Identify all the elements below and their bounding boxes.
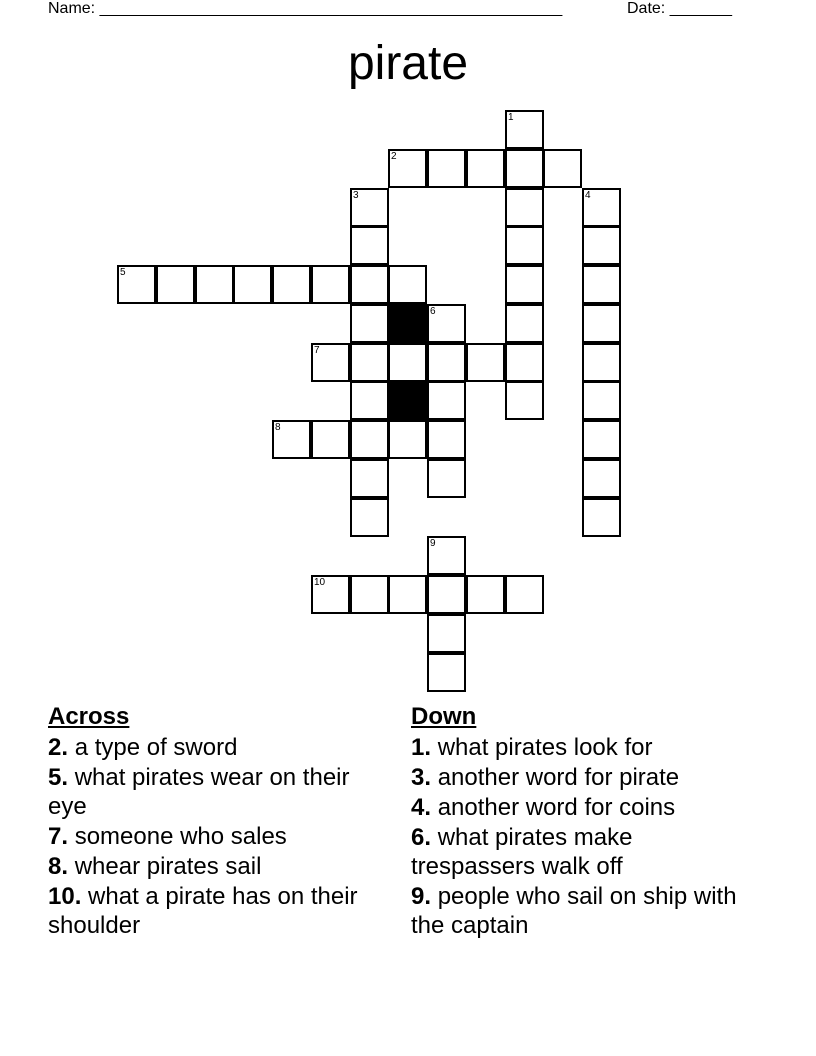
grid-cell[interactable]	[388, 343, 427, 382]
clue-across-2	[48, 733, 388, 762]
down-clues	[411, 702, 751, 941]
grid-cell[interactable]	[427, 304, 466, 343]
clue-across-8	[48, 852, 388, 881]
grid-cell[interactable]	[582, 265, 621, 304]
grid-cell[interactable]	[350, 226, 389, 265]
clue-number-label: 2	[391, 151, 397, 162]
grid-cell[interactable]	[582, 343, 621, 382]
grid-cell[interactable]	[466, 575, 505, 614]
grid-cell[interactable]	[505, 575, 544, 614]
grid-cell[interactable]	[427, 653, 466, 692]
grid-cell[interactable]	[350, 575, 389, 614]
clue-number: 8.	[48, 853, 69, 880]
clue-number-label: 1	[508, 112, 514, 123]
clue-number-label: 6	[430, 306, 436, 317]
grid-cell[interactable]	[388, 265, 427, 304]
grid-cell[interactable]	[582, 498, 621, 537]
clue-number-label: 3	[353, 190, 359, 201]
grid-cell[interactable]	[427, 459, 466, 498]
grid-cell[interactable]	[505, 188, 544, 227]
clue-number: 10.	[48, 883, 82, 910]
clue-text: what a pirate has on their shoulder	[48, 883, 358, 939]
across-clues	[48, 702, 388, 941]
grid-cell[interactable]	[311, 265, 350, 304]
grid-cell[interactable]	[233, 265, 272, 304]
grid-cell[interactable]	[582, 226, 621, 265]
grid-cell[interactable]	[350, 265, 389, 304]
grid-cell[interactable]	[505, 226, 544, 265]
clue-across-7	[48, 822, 388, 851]
clue-number: 7.	[48, 823, 69, 850]
grid-cell[interactable]	[582, 420, 621, 459]
grid-cell[interactable]	[505, 304, 544, 343]
grid-cell[interactable]	[427, 343, 466, 382]
grid-cell[interactable]	[466, 149, 505, 188]
grid-cell[interactable]	[505, 265, 544, 304]
grid-cell[interactable]	[311, 343, 350, 382]
grid-cell[interactable]	[272, 420, 311, 459]
grid-cell[interactable]	[350, 304, 389, 343]
clue-text: what pirates make trespassers walk off	[411, 824, 633, 880]
clue-text: another word for pirate	[437, 764, 680, 791]
grid-cell[interactable]	[427, 575, 466, 614]
clue-text: what pirates wear on their eye	[48, 764, 350, 820]
clue-number: 4.	[411, 794, 432, 821]
grid-cell[interactable]	[543, 149, 582, 188]
grid-block	[388, 304, 427, 343]
grid-cell[interactable]	[311, 420, 350, 459]
grid-block	[388, 381, 427, 420]
clue-text: people who sail on ship with the captain	[411, 883, 737, 939]
grid-cell[interactable]	[272, 265, 311, 304]
clue-number: 9.	[411, 883, 432, 910]
clue-down-6	[411, 823, 751, 881]
clue-down-1	[411, 733, 751, 762]
grid-cell[interactable]	[350, 420, 389, 459]
clue-number: 1.	[411, 734, 432, 761]
grid-cell[interactable]	[388, 575, 427, 614]
name-field-label: Name: ____________________________________________________	[48, 0, 563, 17]
grid-cell[interactable]	[350, 498, 389, 537]
date-field-label: Date: _______	[627, 0, 732, 17]
grid-cell[interactable]	[582, 304, 621, 343]
across-heading: Across	[48, 703, 130, 730]
clue-number-label: 8	[275, 422, 281, 433]
clue-down-4	[411, 793, 751, 822]
grid-cell[interactable]	[505, 343, 544, 382]
grid-cell[interactable]	[350, 343, 389, 382]
grid-cell[interactable]	[505, 381, 544, 420]
clue-down-9	[411, 882, 751, 940]
grid-cell[interactable]	[427, 536, 466, 575]
grid-cell[interactable]	[388, 420, 427, 459]
clue-number: 2.	[48, 734, 69, 761]
grid-cell[interactable]	[582, 188, 621, 227]
grid-cell[interactable]	[156, 265, 195, 304]
grid-cell[interactable]	[427, 420, 466, 459]
clue-number-label: 5	[120, 267, 126, 278]
clue-across-10	[48, 882, 388, 940]
grid-cell[interactable]	[311, 575, 350, 614]
clue-number-label: 4	[585, 190, 591, 201]
grid-cell[interactable]	[388, 149, 427, 188]
grid-cell[interactable]	[350, 188, 389, 227]
clue-text: another word for coins	[437, 794, 676, 821]
down-heading: Down	[411, 703, 477, 730]
grid-cell[interactable]	[427, 149, 466, 188]
clue-number: 6.	[411, 824, 432, 851]
grid-cell[interactable]	[195, 265, 234, 304]
clue-text: someone who sales	[74, 823, 287, 850]
grid-cell[interactable]	[466, 343, 505, 382]
page-title: pirate	[347, 37, 469, 90]
grid-cell[interactable]	[505, 110, 544, 149]
clue-across-5	[48, 763, 388, 821]
grid-cell[interactable]	[582, 381, 621, 420]
clue-down-3	[411, 763, 751, 792]
clue-number: 5.	[48, 764, 69, 791]
clue-number-label: 7	[314, 345, 320, 356]
clue-number-label: 9	[430, 538, 436, 549]
grid-cell[interactable]	[427, 614, 466, 653]
grid-cell[interactable]	[505, 149, 544, 188]
grid-cell[interactable]	[350, 459, 389, 498]
clue-text: whear pirates sail	[74, 853, 262, 880]
clue-number: 3.	[411, 764, 432, 791]
clue-text: what pirates look for	[437, 734, 653, 761]
grid-cell[interactable]	[117, 265, 156, 304]
clue-text: a type of sword	[74, 734, 238, 761]
grid-cell[interactable]	[582, 459, 621, 498]
grid-cell[interactable]	[427, 381, 466, 420]
clue-number-label: 10	[314, 577, 326, 588]
grid-cell[interactable]	[350, 381, 389, 420]
